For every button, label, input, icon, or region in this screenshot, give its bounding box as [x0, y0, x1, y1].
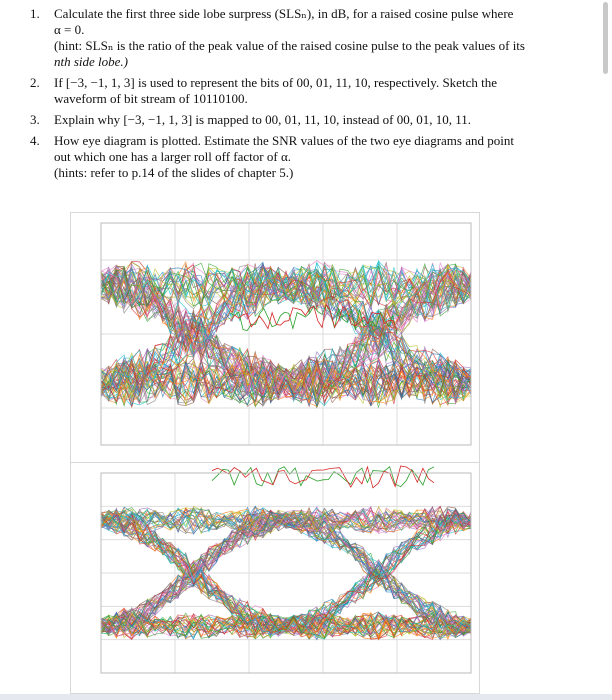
question-list [30, 6, 570, 186]
question-text: How eye diagram is plotted. Estimate the SNR values of the two eye diagrams and point out which one has a larger roll off factor of α. (hints: refer to p.14 of the slides of chapter 5.) [54, 133, 514, 180]
question-number: 2. [30, 75, 40, 90]
question-number: 1. [30, 6, 40, 21]
question-text: Explain why [−3, −1, 1, 3] is mapped to 00, 01, 11, 10, instead of 00, 01, 10, 11. [54, 112, 472, 127]
question-text: Calculate the first three side lobe surpress (SLSₙ), in dB, for a raised cosine pulse where α = 0. (hint: SLSₙ is the ratio of the peak value of the raised cosine pulse to the peak values of its nth side lobe.) [54, 6, 525, 69]
question-3 [30, 112, 570, 128]
question-1 [30, 6, 570, 70]
eye-diagram-1 [70, 212, 480, 466]
bottom-toolbar [0, 694, 612, 700]
scrollbar-thumb[interactable] [603, 2, 608, 74]
question-number: 3. [30, 112, 40, 127]
question-2 [30, 75, 570, 107]
eye-diagram-2-plot [71, 463, 479, 693]
question-text: If [−3, −1, 1, 3] is used to represent the bits of 00, 01, 11, 10, respectively. Sketch the waveform of bit stream of 10110100. [54, 75, 497, 106]
question-number: 4. [30, 133, 40, 148]
eye-trace [101, 513, 471, 634]
eye-diagram-2 [70, 462, 480, 694]
eye-diagram-1-plot [71, 213, 479, 465]
question-4 [30, 133, 570, 181]
